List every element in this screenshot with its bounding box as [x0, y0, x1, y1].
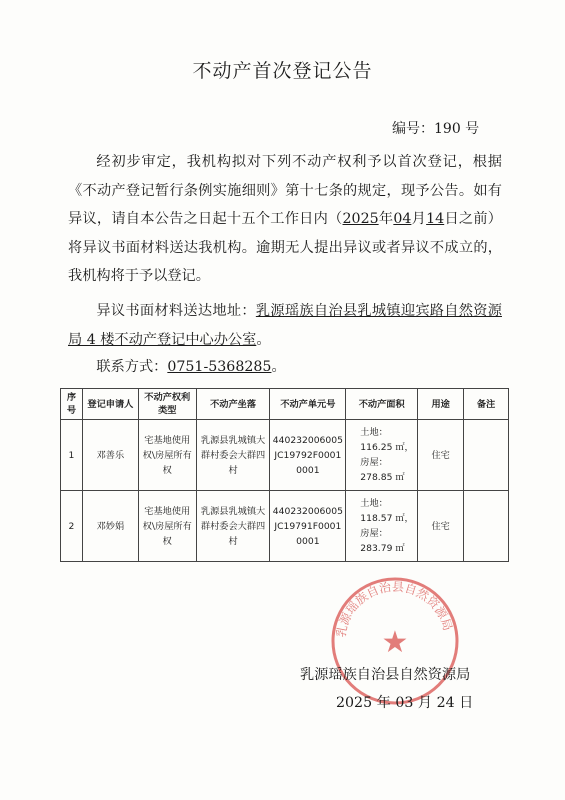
header-unit-no: 不动产单元号	[270, 389, 346, 420]
review-text-a: 经初步审定，我机构拟对下列不动产权利予以首次登记，根据《不动产登记暂行条例实施细则》第十七条的规定，现予公告。如有异议，请自本公告之日起十五个工作日内（	[68, 154, 502, 227]
header-location: 不动产坐落	[196, 389, 270, 420]
contact-label: 联系方式：	[96, 359, 168, 375]
cell-remark	[464, 491, 509, 562]
house-area: 278.85 ㎡	[360, 472, 405, 483]
cell-use: 住宅	[418, 491, 464, 562]
contact-end: 。	[271, 359, 286, 375]
deadline-year: 2025	[342, 211, 379, 227]
cell-no: 2	[61, 491, 83, 562]
cell-use: 住宅	[418, 420, 464, 491]
table-row	[61, 491, 509, 562]
land-label: 土地：	[360, 498, 388, 509]
header-area: 不动产面积	[346, 389, 418, 420]
house-label: 房屋：	[360, 457, 388, 468]
table-row	[61, 420, 509, 491]
paragraph-address	[68, 297, 502, 354]
deadline-month: 04	[393, 211, 412, 227]
cell-location: 乳源县乳城镇大群村委会大群四村	[196, 491, 270, 562]
deadline-day: 14	[426, 211, 445, 227]
address-label: 异议书面材料送达地址：	[96, 303, 256, 319]
header-use: 用途	[418, 389, 464, 420]
cell-unit-no: 440232006005JC19792F00010001	[270, 420, 346, 491]
header-right-type: 不动产权利 类型	[138, 389, 196, 420]
seal-star: ★	[381, 625, 409, 660]
issuing-organization: 乳源瑶族自治县自然资源局	[300, 667, 471, 683]
cell-right-type: 宅基地使用权\房屋所有权	[138, 420, 196, 491]
cell-unit-no: 440232006005JC19791F00010001	[270, 491, 346, 562]
seal-text-path: 乳源瑶族自治县自然资源局	[333, 579, 455, 639]
cell-no: 1	[61, 420, 83, 491]
table-header-row	[61, 389, 509, 420]
seal-ring	[333, 579, 457, 703]
cell-right-type: 宅基地使用权\房屋所有权	[138, 491, 196, 562]
cell-area	[346, 491, 418, 562]
issue-date: 2025 年 03 月 24 日	[336, 695, 474, 711]
land-area: 116.25 ㎡，	[360, 442, 414, 453]
land-label: 土地：	[360, 427, 388, 438]
serial-number: 编号：190 号	[392, 121, 480, 137]
house-area: 283.79 ㎡	[360, 543, 405, 554]
header-no: 序号	[61, 389, 83, 420]
header-remark: 备注	[464, 389, 509, 420]
paragraph-contact	[68, 353, 502, 382]
address-value: 乳源瑶族自治县乳城镇迎宾路自然资源局 4 楼不动产登记中心办公室	[68, 303, 502, 348]
cell-area	[346, 420, 418, 491]
official-seal	[328, 574, 462, 708]
deadline-month-unit: 月	[411, 211, 427, 227]
cell-applicant: 邓善乐	[82, 420, 138, 491]
seal-text	[334, 580, 455, 639]
cell-location: 乳源县乳城镇大群村委会大群四村	[196, 420, 270, 491]
page-title: 不动产首次登记公告	[192, 60, 373, 82]
contact-phone: 0751-5368285	[167, 359, 272, 375]
cell-remark	[464, 420, 509, 491]
house-label: 房屋：	[360, 528, 388, 539]
address-end: 。	[256, 331, 271, 348]
review-text-b: 日之前）将异议书面材料送达我机构。逾期无人提出异议或者异议不成立的，我机构将于予以登记。	[68, 211, 502, 284]
land-area: 118.57 ㎡，	[360, 513, 414, 524]
registration-table	[60, 388, 509, 562]
header-applicant: 登记申请人	[82, 389, 138, 420]
deadline-year-unit: 年	[378, 211, 394, 227]
paragraph-review	[68, 148, 502, 291]
cell-applicant: 邓妙娟	[82, 491, 138, 562]
